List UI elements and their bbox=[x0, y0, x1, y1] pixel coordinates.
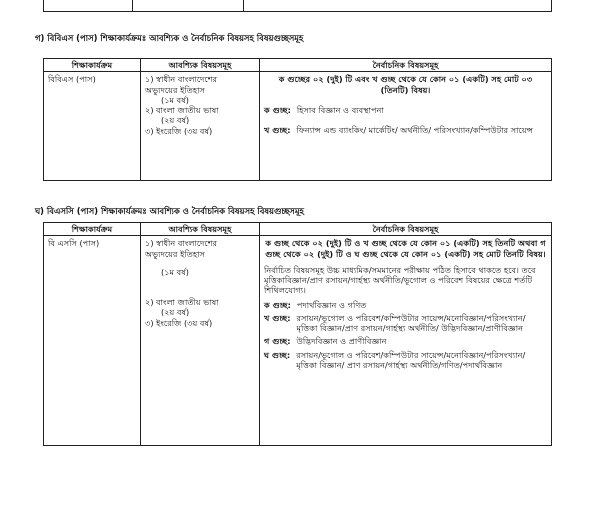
group-item bbox=[264, 313, 547, 334]
group-label: খ গুচ্ছ: bbox=[264, 312, 291, 323]
program-cell: বিবিএস (পাস) bbox=[44, 72, 141, 181]
compulsory-cell bbox=[141, 236, 260, 446]
header-elective: নৈর্বাচনিক বিষয়সমূহ bbox=[260, 59, 552, 72]
header-program: শিক্ষাকার্যক্রম bbox=[44, 59, 141, 72]
group-item bbox=[264, 125, 547, 135]
group-label: ক গুচ্ছ: bbox=[264, 299, 291, 310]
compulsory-item: ৩) ইংরেজি (৩য় বর্ষ) bbox=[145, 125, 213, 136]
table-row bbox=[44, 236, 552, 446]
table-row bbox=[44, 72, 552, 181]
compulsory-item: ৩) ইংরেজি (৩য় বর্ষ) bbox=[145, 317, 213, 328]
header-program: শিক্ষাকার্যক্রম bbox=[44, 223, 141, 236]
program-cell: বি এসসি (পাস) bbox=[44, 236, 141, 446]
group-label: ক গুচ্ছ: bbox=[264, 104, 291, 115]
group-text: ফিন্যান্স এন্ড ব্যাংকিং/ মার্কেটিং/ অর্থনীতি/ পরিসংখ্যান/কম্পিউটার সায়েন্স bbox=[296, 125, 534, 135]
compulsory-item: ১) স্বাধীন বাংলাদেশের bbox=[145, 74, 218, 85]
group-item bbox=[264, 336, 547, 346]
section-g-heading: গ) বিবিএস (পাস) শিক্ষাকার্যক্রমঃ আবশ্যিক ও নৈর্বাচনিক বিষয়সহ বিষয়গুচ্ছসমূহ bbox=[35, 33, 304, 43]
group-item bbox=[264, 350, 547, 371]
compulsory-item: অভ্যুদয়ের ইতিহাস bbox=[145, 84, 205, 95]
group-text: হিসাব বিজ্ঞান ও ব্যবস্থাপনা bbox=[296, 104, 384, 115]
previous-table-cell bbox=[244, 0, 552, 12]
group-item bbox=[264, 300, 547, 310]
compulsory-item: (২য় বর্ষ) bbox=[161, 307, 190, 318]
section-gh-heading: ঘ) বিএসসি (পাস) শিক্ষাকার্যক্রমঃ আবশ্যিক ও নৈর্বাচনিক বিষয়সহ বিষয়গুচ্ছসমূহ bbox=[35, 206, 304, 216]
note-text: নির্বাচিত বিষয়সমূহ উচ্চ মাধ্যমিক/সমমানের পরীক্ষায় পঠিত হিসাবে থাকতে হবে। তবে মৃত্তিকাবিজ্ঞান/প্রাণ রসায়ন/গার্হস্থ্য অর্থনীতি/ভূগোল ও পরিবেশ বিষয়ের ক্ষেত্রে শর্তটি শিথিলযোগ্য। bbox=[264, 264, 536, 296]
group-label: ঘ গুচ্ছ: bbox=[264, 349, 291, 360]
previous-table-cell bbox=[44, 0, 133, 12]
group-text: উদ্ভিদবিজ্ঞান ও প্রাণীবিজ্ঞান bbox=[296, 336, 387, 347]
header-compulsory: আবশ্যিক বিষয়সমূহ bbox=[141, 59, 260, 72]
group-text: রসায়ন/ভূগোল ও পরিবেশ/কম্পিউটার সায়েন্স/মনোবিজ্ঞান/পরিসংখ্যান/ মৃত্তিকা বিজ্ঞান/ প্রাণ রসায়ন/গার্হস্থ্য অর্থনীতি/গণিত/পদার্থবিজ্ঞান bbox=[296, 349, 526, 370]
group-label: খ গুচ্ছ: bbox=[264, 125, 291, 135]
selection-rule: ক গুচ্ছ থেকে ০২ (দুই) টি ও খ গুচ্ছ থেকে যে কোন ০১ (একটি) সহ তিনটি অথবা গ গুচ্ছ থেকে ০২ (দুই) টি ও ঘ গুচ্ছ থেকে যে কোন ০১ (একটি) সহ মোট তিনটি বিষয়। bbox=[265, 238, 546, 259]
section-gh-table bbox=[43, 222, 552, 446]
header-elective: নৈর্বাচনিক বিষয়সমূহ bbox=[260, 223, 552, 236]
compulsory-item: অভ্যুদয়ের ইতিহাস bbox=[145, 248, 205, 259]
elective-cell bbox=[260, 72, 552, 181]
selection-rule: ক গুচ্ছের ০২ (দুই) টি এবং খ গুচ্ছ থেকে যে কোন ০১ (একটি) সহ মোট ০৩ (তিনটি) বিষয়। bbox=[278, 74, 533, 95]
header-compulsory: আবশ্যিক বিষয়সমূহ bbox=[141, 223, 260, 236]
previous-table-cell bbox=[133, 0, 244, 12]
compulsory-cell bbox=[141, 72, 260, 181]
compulsory-item: (১ম বর্ষ) bbox=[161, 94, 189, 105]
compulsory-item: ২) বাংলা জাতীয় ভাষা bbox=[145, 105, 219, 115]
compulsory-item: (২য় বর্ষ) bbox=[161, 115, 190, 126]
table-header-row bbox=[44, 59, 552, 72]
compulsory-item: (১ম বর্ষ) bbox=[161, 266, 189, 277]
compulsory-item: ১) স্বাধীন বাংলাদেশের bbox=[145, 238, 218, 249]
table-header-row bbox=[44, 223, 552, 236]
group-text: রসায়ন/ভূগোল ও পরিবেশ/কম্পিউটার সায়েন্স/মনোবিজ্ঞান/পরিসংখ্যান/ মৃত্তিকা বিজ্ঞান/প্রাণ রসায়ন/গার্হস্থ্য অর্থনীতি/ উদ্ভিদবিজ্ঞান/প্রাণীবিজ্ঞান bbox=[296, 312, 526, 333]
group-item bbox=[264, 105, 547, 115]
compulsory-item: ২) বাংলা জাতীয় ভাষা bbox=[145, 297, 219, 307]
previous-table-fragment bbox=[43, 0, 552, 12]
elective-cell bbox=[260, 236, 552, 446]
group-text: পদার্থবিজ্ঞান ও গণিত bbox=[296, 299, 367, 310]
section-g-table bbox=[43, 58, 552, 181]
group-label: গ গুচ্ছ: bbox=[264, 336, 291, 347]
